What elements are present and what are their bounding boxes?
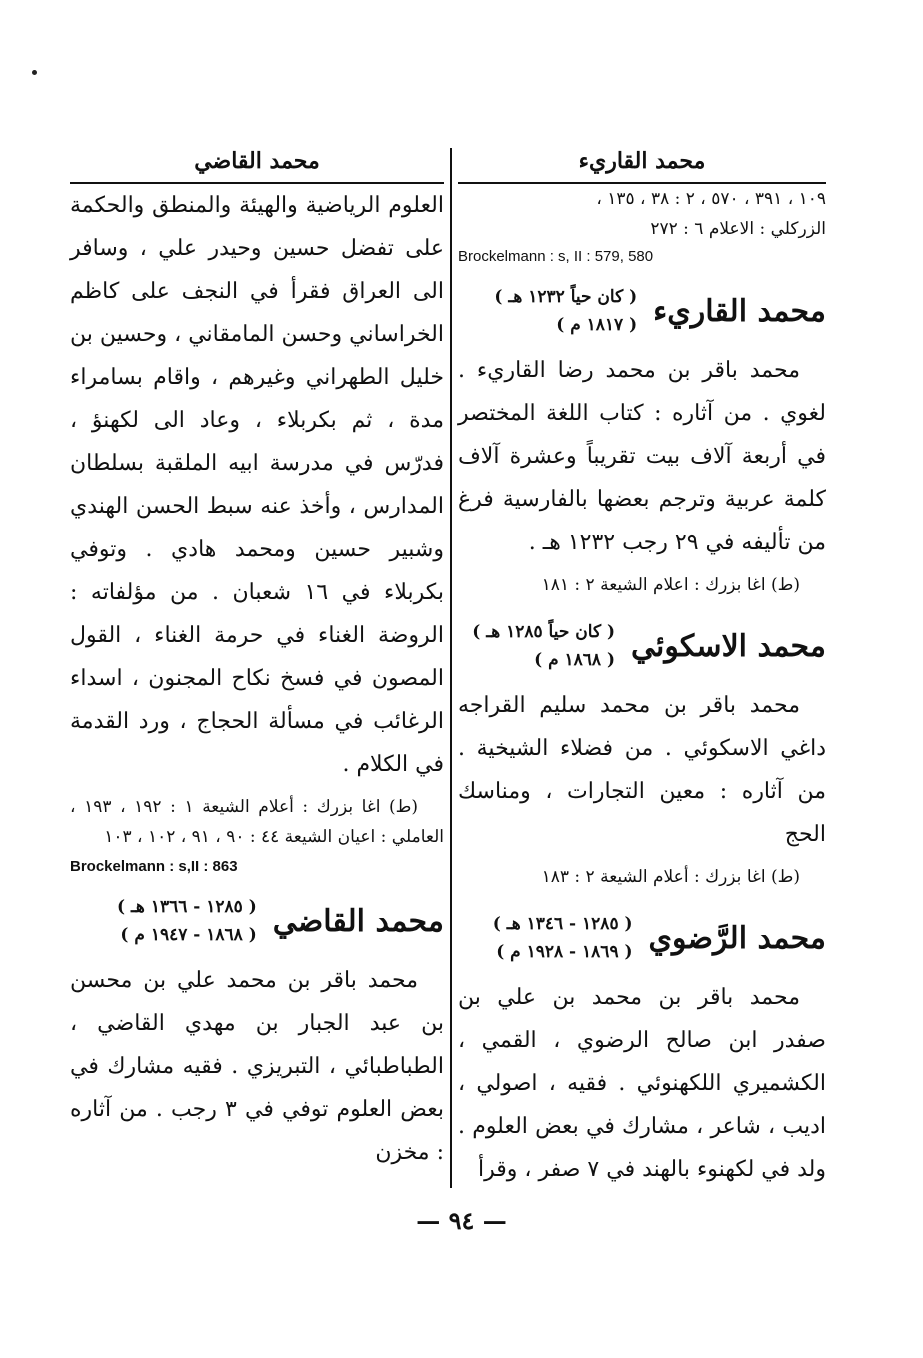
entry-title: محمد القاضي bbox=[272, 903, 444, 939]
entry-title: محمد القاريء bbox=[653, 293, 826, 329]
entry-radawi bbox=[458, 910, 826, 966]
continued-body: العلوم الرياضية والهيئة والمنطق والحكمة على تفضل حسين وحيدر علي ، وسافر الى العراق فقرأ في النجف على كاظم الخراساني وحسن المامقاني ، وحسين بن خليل الطهراني وغيرهم ، واقام بسامراء مدة ، ثم بكربلاء ، وعاد الى لكهنؤ ، فدرّس في مدرسة ابيه الملقبة بسلطان المدارس ، وأخذ عنه سبط الحسن الهندي وشبير حسين ومحمد هادي . وتوفي بكربلاء في ١٦ شعبان . من مؤلفاته : الروضة الغناء في حرمة الغناء ، القول المصون في فسخ نكاح المجنون ، اسداء الرغائب في مسألة الحجاج ، ورد القدمة في الكلام . bbox=[70, 193, 444, 777]
entry-dates bbox=[472, 618, 615, 674]
entry-body: محمد باقر بن محمد علي بن محسن بن عبد الجبار بن مهدي القاضي ، الطباطبائي ، التبريزي . فقيه مشارك في بعض العلوم توفي في ٣ رجب . من آثاره : مخزن bbox=[70, 968, 444, 1165]
entry-title: محمد الرَّضوي bbox=[648, 920, 826, 956]
date-gregorian: ( ١٨١٧ م ) bbox=[556, 315, 638, 335]
date-hijri: ( كان حياً ١٢٨٥ هـ ) bbox=[472, 622, 616, 642]
entry-dates bbox=[117, 893, 257, 949]
left-running-header: محمد القاضي bbox=[70, 140, 444, 184]
stray-dot bbox=[32, 70, 37, 75]
entry-qadi bbox=[70, 893, 444, 949]
entry-reference: (ط) اغا بزرك : أعلام الشيعة ١ : ١٩٢ ، ١٩٣ ، العاملي : اعيان الشيعة ٤٤ : ٩٠ ، ٩١ ، ١٠٢ ، ١٠٣ bbox=[70, 797, 444, 847]
right-running-header: محمد القاريء bbox=[458, 140, 826, 184]
date-gregorian: ( ١٨٦٨ م ) bbox=[534, 650, 616, 670]
entry-reference: (ط) اغا بزرك : اعلام الشيعة ٢ : ١٨١ bbox=[541, 575, 800, 595]
column-divider bbox=[450, 148, 452, 1188]
entry-qari bbox=[458, 283, 826, 339]
date-hijri: ( ١٢٨٥ - ١٣٤٦ هـ ) bbox=[492, 914, 633, 934]
entry-body: محمد باقر بن محمد سليم القراجه داغي الاسكوئي . من فضلاء الشيخية . من آثاره : معين التجارات ، ومناسك الحج bbox=[458, 693, 826, 847]
entry-reference: (ط) اغا بزرك : أعلام الشيعة ٢ : ١٨٣ bbox=[541, 867, 800, 887]
date-hijri: ( ١٢٨٥ - ١٣٦٦ هـ ) bbox=[116, 897, 257, 917]
entry-iskui bbox=[458, 618, 826, 674]
entry-body: محمد باقر بن محمد بن علي بن صفدر ابن صالح الرضوي ، القمي ، الكشميري اللكهنوئي . فقيه ، اصولي ، اديب ، شاعر ، مشارك في بعض العلوم . ولد في لكهنوء بالهند في ٧ صفر ، وقرأ bbox=[458, 985, 826, 1182]
entry-title: محمد الاسكوئي bbox=[631, 628, 826, 664]
page-number: — ٩٤ — bbox=[416, 1206, 507, 1235]
right-top-line-1: ١٠٩ ، ٣٩١ ، ٥٧٠ ، ٢ : ٣٨ ، ١٣٥ ، bbox=[596, 189, 826, 209]
entry-body: محمد باقر بن محمد رضا القاريء . لغوي . من آثاره : كتاب اللغة المختصر في أربعة آلاف بيت تقريباً وعشرة آلاف كلمة عربية وترجم بعضها بالفارسية فرغ من تأليفه في ٢٩ رجب ١٢٣٢ هـ . bbox=[458, 358, 826, 555]
left-column bbox=[70, 140, 444, 1174]
date-gregorian: ( ١٨٦٨ - ١٩٤٧ م ) bbox=[120, 925, 257, 945]
entry-dates bbox=[494, 283, 637, 339]
right-top-line-2: الزركلي : الاعلام ٦ : ٢٧٢ bbox=[650, 219, 826, 239]
right-brockelmann-ref: Brockelmann : s, II : 579, 580 bbox=[458, 248, 654, 265]
right-column bbox=[458, 140, 826, 1191]
date-hijri: ( كان حياً ١٢٣٢ هـ ) bbox=[494, 287, 638, 307]
date-gregorian: ( ١٨٦٩ - ١٩٢٨ م ) bbox=[496, 942, 633, 962]
entry-dates bbox=[493, 910, 633, 966]
left-brockelmann-ref: Brockelmann : s,II : 863 bbox=[70, 858, 238, 875]
